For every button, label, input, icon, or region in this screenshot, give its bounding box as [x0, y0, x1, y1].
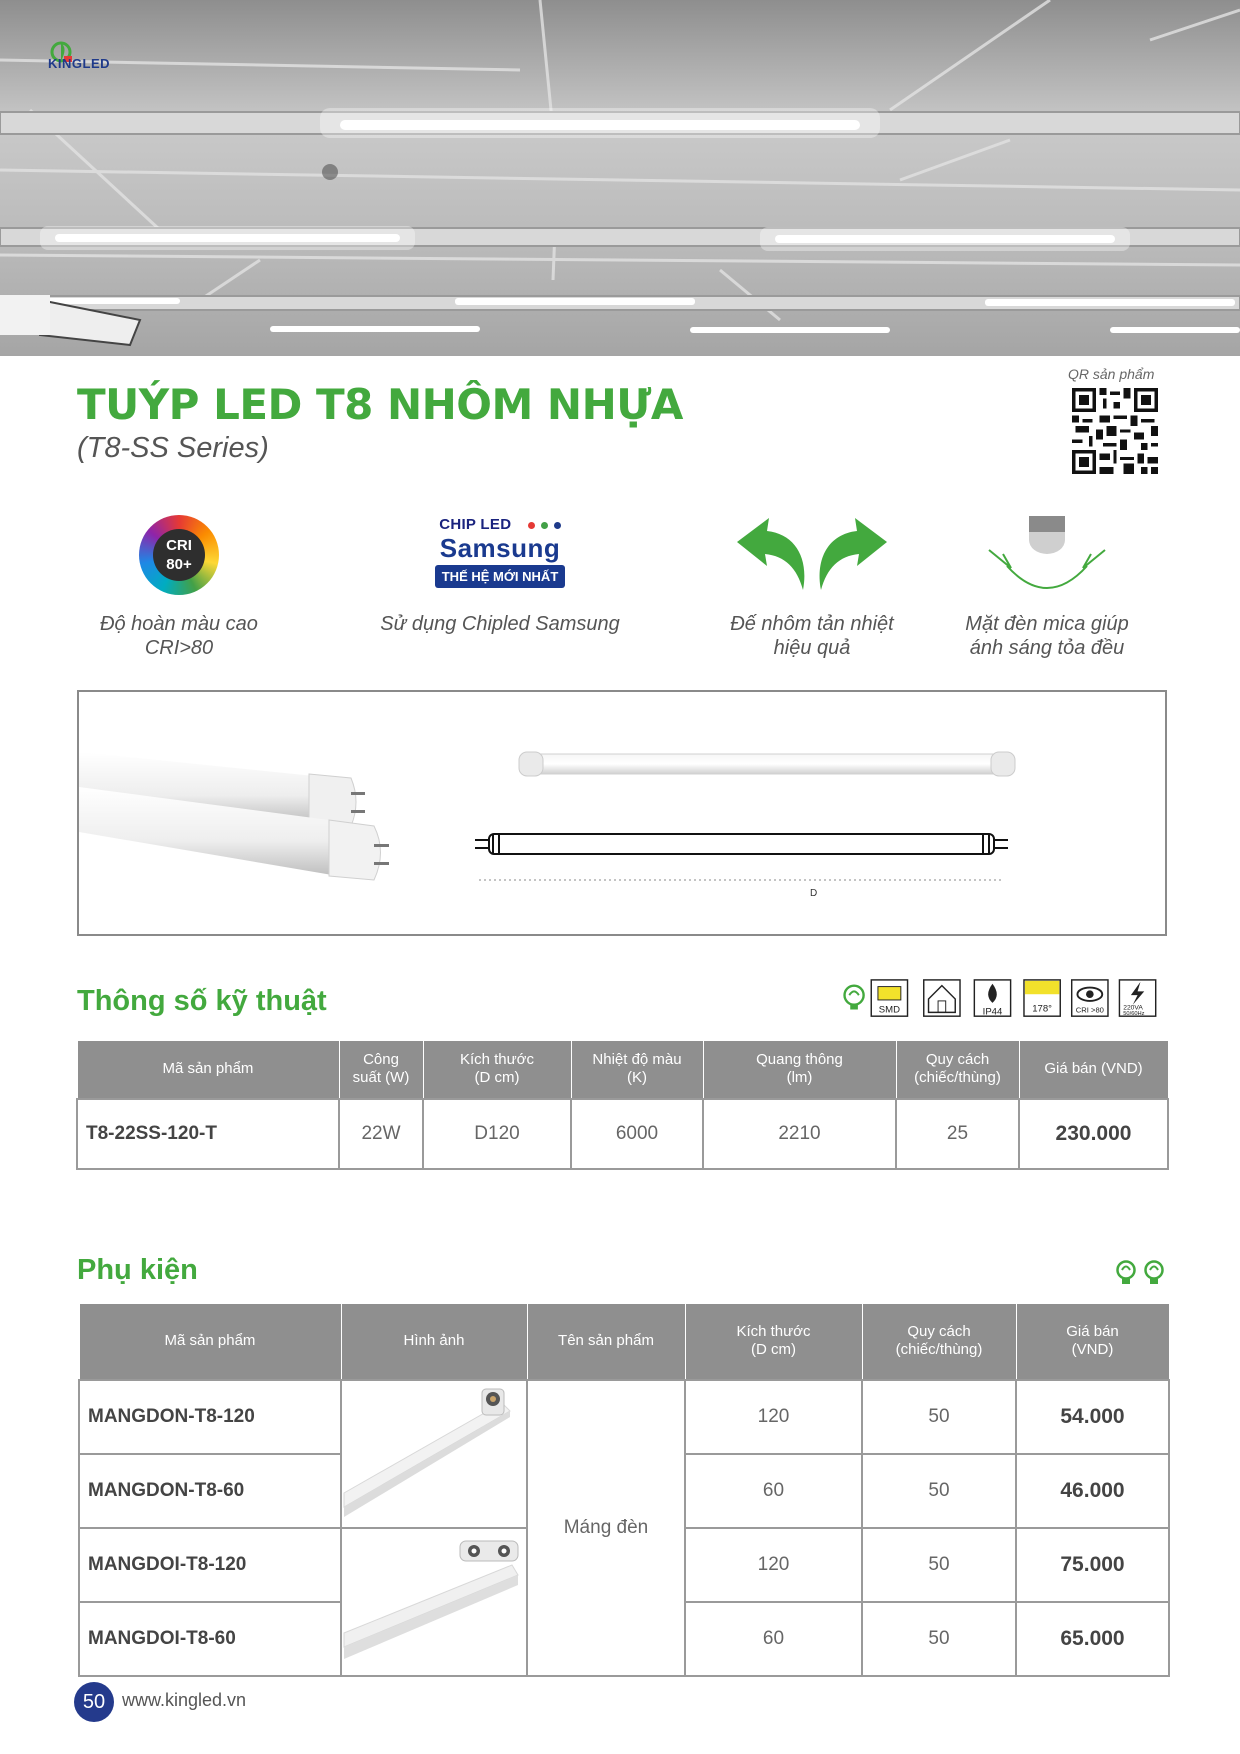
col-pack: Quy cách (chiếc/thùng) [862, 1304, 1016, 1380]
col-cct: Nhiệt độ màu (K) [571, 1041, 703, 1099]
svg-text:SMD: SMD [878, 1004, 900, 1016]
col-price: Giá bán (VND) [1016, 1304, 1169, 1380]
cell-cct: 6000 [571, 1099, 703, 1169]
table-row [77, 1099, 1168, 1169]
page-subtitle: (T8-SS Series) [77, 432, 269, 464]
col-power: Công suất (W) [339, 1041, 423, 1099]
cell-image-double-fixture [341, 1528, 527, 1676]
cell-price: 46.000 [1016, 1454, 1169, 1528]
specs-header-row [77, 1041, 1168, 1099]
col-code: Mã sản phẩm [79, 1304, 341, 1380]
accessories-header-row [79, 1304, 1169, 1380]
led-tube-illustration [79, 692, 1167, 936]
website-link[interactable]: www.kingled.vn [122, 1690, 247, 1710]
feature-heat-dissipation [682, 510, 942, 660]
cell-lumen: 2210 [703, 1099, 896, 1169]
feature-cri [49, 510, 309, 660]
svg-text:220VA: 220VA [1123, 1004, 1143, 1012]
dimension-label: D [810, 888, 818, 899]
feature-heat-text-2: hiệu quả [773, 637, 851, 659]
cell-size: 120 [685, 1380, 862, 1454]
cell-price: 230.000 [1019, 1099, 1168, 1169]
double-bulb-icon [1114, 1258, 1170, 1288]
svg-text:178°: 178° [1032, 1003, 1052, 1015]
table-row [79, 1380, 1169, 1454]
col-size: Kích thước (D cm) [685, 1304, 862, 1380]
indoor-use-icon [924, 980, 960, 1016]
qr-label: QR sản phẩm [1068, 366, 1155, 382]
svg-text:50/60Hz: 50/60Hz [1123, 1011, 1145, 1018]
hero-ceiling-photo [0, 0, 1240, 356]
col-size: Kích thước (D cm) [423, 1041, 571, 1099]
cell-price: 65.000 [1016, 1602, 1169, 1676]
feature-heat-text-1: Đế nhôm tản nhiệt [730, 613, 894, 635]
heat-dissipation-arrows-icon [737, 518, 887, 598]
cri-badge-top: CRI [166, 537, 192, 554]
cell-price: 75.000 [1016, 1528, 1169, 1602]
accessories-title: Phụ kiện [77, 1254, 198, 1286]
cell-image-single-fixture [341, 1380, 527, 1528]
cell-code: MANGDON-T8-60 [79, 1454, 341, 1528]
beam-angle-icon [1024, 980, 1060, 1016]
col-name: Tên sản phẩm [527, 1304, 685, 1380]
cell-pack: 50 [862, 1528, 1016, 1602]
feature-light-text-2: ánh sáng tỏa đều [969, 637, 1125, 659]
newest-generation-tag: THẾ HỆ MỚI NHẤT [435, 565, 566, 588]
cell-pack: 50 [862, 1602, 1016, 1676]
col-lumen: Quang thông (lm) [703, 1041, 896, 1099]
feature-samsung-text-1: Sử dụng Chipled Samsung [380, 613, 620, 635]
cri-icon [139, 515, 219, 595]
accessories-table [78, 1303, 1170, 1677]
cell-code: MANGDOI-T8-120 [79, 1528, 341, 1602]
cell-pack: 50 [862, 1380, 1016, 1454]
cell-power: 22W [339, 1099, 423, 1169]
samsung-chip-icon [420, 516, 580, 588]
svg-text:IP44: IP44 [982, 1006, 1003, 1018]
page-title: TUÝP LED T8 NHÔM NHỰA [77, 380, 683, 429]
col-pack: Quy cách (chiếc/thùng) [896, 1041, 1019, 1099]
cell-code: MANGDOI-T8-60 [79, 1602, 341, 1676]
cri-eye-icon [1072, 980, 1108, 1016]
cell-size: 60 [685, 1454, 862, 1528]
logo-text: KINGLED [48, 56, 110, 71]
qr-code-icon [1072, 388, 1158, 474]
cell-pack: 25 [896, 1099, 1019, 1169]
kingled-logo [48, 40, 128, 80]
spec-icons-row [835, 978, 1170, 1020]
feature-samsung-chip [370, 510, 630, 636]
feature-light-spread [917, 510, 1177, 660]
col-price: Giá bán (VND) [1019, 1041, 1168, 1099]
chip-led-label: CHIP LED [439, 516, 512, 533]
col-image: Hình ảnh [341, 1304, 527, 1380]
samsung-brand: Samsung [439, 533, 561, 563]
col-code: Mã sản phẩm [77, 1041, 339, 1099]
product-image-panel [77, 690, 1167, 936]
single-fixture-image [342, 1381, 528, 1521]
cell-code: T8-22SS-120-T [77, 1099, 339, 1169]
light-spread-icon [987, 514, 1107, 599]
specs-title: Thông số kỹ thuật [77, 985, 327, 1017]
cri-badge-bottom: 80+ [166, 556, 192, 573]
feature-light-text-1: Mặt đèn mica giúp [965, 613, 1129, 635]
cell-price: 54.000 [1016, 1380, 1169, 1454]
cell-shared-name: Máng đèn [527, 1380, 685, 1676]
page-number: 50 [74, 1682, 114, 1722]
svg-text:CRI >80: CRI >80 [1075, 1005, 1104, 1015]
cell-size: 120 [685, 1528, 862, 1602]
double-fixture-image [342, 1529, 528, 1669]
specs-table [76, 1040, 1169, 1170]
cell-size: 60 [685, 1602, 862, 1676]
feature-cri-text-2: CRI>80 [144, 637, 214, 659]
cell-size: D120 [423, 1099, 571, 1169]
power-voltage-icon [1119, 980, 1155, 1017]
ip44-icon [974, 980, 1010, 1017]
cell-pack: 50 [862, 1454, 1016, 1528]
feature-cri-text-1: Độ hoàn màu cao [100, 613, 258, 635]
cell-code: MANGDON-T8-120 [79, 1380, 341, 1454]
smd-icon [871, 980, 907, 1016]
green-bulb-icon [845, 986, 864, 1010]
